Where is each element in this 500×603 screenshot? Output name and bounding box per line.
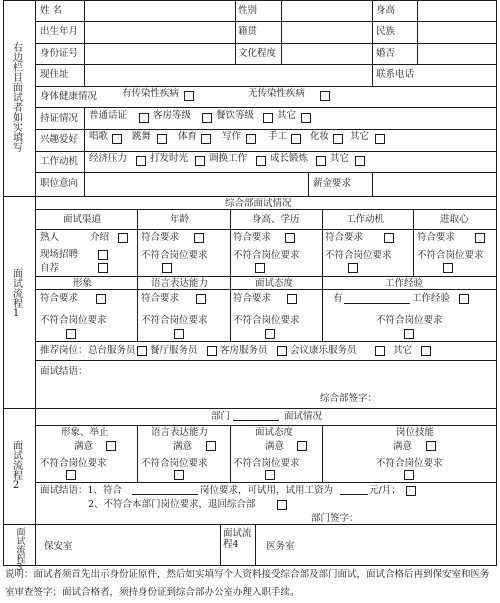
- age-meets-label: 符合要求: [141, 232, 180, 243]
- handcraft-checkbox[interactable]: [291, 134, 301, 144]
- phone-label: 联系电话: [376, 69, 415, 80]
- no-infectious-checkbox[interactable]: [320, 91, 330, 101]
- exp-not-meets-label: 不符合岗位要求: [376, 315, 443, 326]
- change-job-label: 调换工作: [209, 153, 248, 164]
- conference-checkbox[interactable]: [375, 346, 385, 356]
- height-not-meets-label: 不符合岗位要求: [233, 250, 300, 261]
- catering-level-label: 餐饮等级: [216, 110, 255, 121]
- ambition-meets-label: 符合要求: [417, 232, 456, 243]
- id-label: 身份证号: [40, 48, 79, 59]
- p2-image-not-meets-checkbox[interactable]: [66, 470, 76, 480]
- ambition-not-meets-checkbox[interactable]: [443, 263, 453, 273]
- education-label: 文化程度: [238, 48, 277, 59]
- p2-post-req-label: 岗位要求，可试用，试用工资为: [200, 485, 334, 496]
- room-service-checkbox[interactable]: [277, 346, 287, 356]
- certificates-label: 持证情况: [40, 113, 79, 124]
- divider: [230, 425, 231, 482]
- years-exp-input[interactable]: [344, 303, 410, 304]
- security-label: 保安室: [44, 541, 73, 552]
- divider: [35, 21, 497, 22]
- motive-not-meets-checkbox[interactable]: [348, 263, 358, 273]
- conference-label: 会议康乐服务员: [290, 345, 357, 356]
- skills-header: 岗位技能: [396, 427, 435, 438]
- divider: [84, 172, 85, 196]
- handcraft-label: 手工: [268, 131, 288, 142]
- divider: [417, 0, 418, 64]
- motive-not-meets-label: 不符合岗位要求: [325, 250, 392, 261]
- guest-level-checkbox[interactable]: [202, 113, 212, 123]
- divider: [3, 524, 497, 525]
- recommend-label: 推荐岗位：: [40, 345, 88, 356]
- image-not-meets-label: 不符合岗位要求: [40, 315, 107, 326]
- writing-label: 写作: [222, 131, 242, 142]
- marital-label: 婚否: [376, 48, 396, 59]
- process1-title: 综合部面试情况: [225, 198, 292, 209]
- infectious-checkbox[interactable]: [184, 91, 194, 101]
- p2-language-satisfied-label: 满意: [173, 441, 193, 452]
- divider: [35, 229, 497, 230]
- p2-skills-satisfied-label: 满意: [393, 441, 413, 452]
- image-meets-checkbox[interactable]: [96, 294, 106, 304]
- divider: [281, 0, 282, 64]
- has-label: 有: [333, 293, 343, 304]
- hobbies-other-checkbox[interactable]: [375, 134, 385, 144]
- no-infectious-label: 无传染性疾病: [248, 88, 306, 99]
- growth-checkbox[interactable]: [316, 156, 326, 166]
- birth-label: 出生年月: [40, 26, 79, 37]
- self-rec-label: 自荐: [40, 263, 60, 274]
- divider: [372, 172, 373, 196]
- divider: [35, 360, 497, 361]
- height-label: 身高: [376, 5, 396, 16]
- catering-level-checkbox[interactable]: [263, 113, 273, 123]
- divider: [35, 425, 497, 426]
- p2-skills-not-meets-checkbox[interactable]: [404, 470, 414, 480]
- divider: [35, 129, 497, 130]
- p2-image-not-meets-label: 不符合岗位要求: [40, 458, 107, 469]
- attitude-not-meets-checkbox[interactable]: [265, 329, 275, 339]
- restaurant-checkbox[interactable]: [207, 346, 217, 356]
- growth-label: 成长锻炼: [270, 153, 309, 164]
- p2-attitude-not-meets-label: 不符合岗位要求: [233, 458, 300, 469]
- p2-conclusion-label: 面试结语：1、符合: [40, 485, 123, 496]
- divider: [84, 0, 85, 86]
- p2-skills-satisfied-checkbox[interactable]: [426, 441, 436, 451]
- divider: [35, 43, 497, 44]
- sports-checkbox[interactable]: [201, 134, 211, 144]
- job-fair-checkbox[interactable]: [98, 250, 108, 260]
- image-header: 形象: [73, 278, 93, 289]
- divider: [35, 276, 497, 277]
- channel-header: 面试渠道: [63, 214, 102, 225]
- divider: [35, 196, 36, 408]
- p2-image-satisfied-label: 满意: [74, 441, 94, 452]
- divider: [35, 172, 497, 173]
- p2-not-meets-line: 2、不符合本部门岗位要求，退回综合部: [88, 499, 256, 510]
- p2-image-satisfied-checkbox[interactable]: [106, 441, 116, 451]
- image-not-meets-checkbox[interactable]: [66, 329, 76, 339]
- image-meets-label: 符合要求: [40, 293, 79, 304]
- motivation-other-checkbox[interactable]: [355, 156, 365, 166]
- process1-side-label: 面试流程1: [10, 268, 22, 319]
- ambition-header: 进取心: [440, 214, 469, 225]
- name-label: 姓 名: [40, 5, 63, 16]
- motivation-header: 工作动机: [346, 214, 385, 225]
- motive-meets-checkbox[interactable]: [384, 233, 394, 243]
- medical-label: 医务室: [266, 541, 295, 552]
- divider: [255, 524, 256, 566]
- p2-language-not-meets-label: 不符合岗位要求: [141, 458, 208, 469]
- divider: [35, 0, 36, 196]
- p2-dept-sign-label: 部门签字：: [311, 513, 359, 524]
- p2-language-not-meets-checkbox[interactable]: [174, 470, 184, 480]
- dance-checkbox[interactable]: [157, 134, 167, 144]
- age-meets-checkbox[interactable]: [194, 233, 204, 243]
- language-meets-checkbox[interactable]: [196, 294, 206, 304]
- pass-time-checkbox[interactable]: [195, 156, 205, 166]
- makeup-checkbox[interactable]: [333, 134, 343, 144]
- divider: [35, 86, 497, 87]
- native-label: 籍贯: [238, 26, 258, 37]
- p2-reject-checkbox[interactable]: [277, 500, 287, 510]
- introduce-checkbox[interactable]: [118, 233, 128, 243]
- attitude-meets-checkbox[interactable]: [287, 294, 297, 304]
- dance-label: 跳舞: [132, 131, 152, 142]
- acquaintance-label: 熟人: [40, 232, 60, 243]
- p1-signature-label: 综合部签字：: [320, 393, 378, 404]
- guest-level-label: 客房等级: [153, 110, 192, 121]
- divider: [235, 0, 236, 64]
- divider: [35, 524, 36, 566]
- writing-checkbox[interactable]: [246, 134, 256, 144]
- years-exp-label: 工作经验: [412, 293, 451, 304]
- divider: [137, 425, 138, 482]
- p2-language-satisfied-checkbox[interactable]: [206, 441, 216, 451]
- language-not-meets-checkbox[interactable]: [174, 329, 184, 339]
- divider: [35, 341, 497, 342]
- height-meets-label: 符合要求: [233, 232, 272, 243]
- height-meets-checkbox[interactable]: [285, 233, 295, 243]
- years-exp-checkbox[interactable]: [459, 294, 469, 304]
- divider: [137, 209, 138, 276]
- mandarin-label: 普通话证: [89, 110, 128, 121]
- process2-side-label: 面试流程2: [10, 440, 22, 491]
- hobbies-label: 兴趣爱好: [40, 134, 79, 145]
- room-service-label: 客房服务员: [220, 345, 268, 356]
- salary-label: 薪金要求: [313, 178, 352, 189]
- ambition-not-meets-label: 不符合岗位要求: [417, 250, 484, 261]
- p2-post-input[interactable]: [132, 494, 198, 495]
- general-service-checkbox[interactable]: [137, 346, 147, 356]
- rec-other-label: 其它: [393, 345, 413, 356]
- attitude-header: 面试态度: [255, 278, 294, 289]
- divider: [35, 64, 497, 65]
- process4-label: 面试流程4: [223, 528, 252, 550]
- divider: [322, 209, 323, 276]
- exp-not-meets-checkbox[interactable]: [404, 329, 414, 339]
- divider: [372, 0, 373, 86]
- job-fair-label: 现场招聘: [40, 249, 79, 260]
- height-edu-header: 身高、学历: [252, 214, 300, 225]
- divider: [137, 276, 138, 341]
- sports-label: 体育: [178, 131, 198, 142]
- hobbies-other-label: 其它: [350, 131, 370, 142]
- image-manner-header: 形象、举止: [61, 427, 109, 438]
- motivation-other-label: 其它: [330, 153, 350, 164]
- divider: [35, 482, 497, 483]
- age-header: 年龄: [170, 214, 190, 225]
- divider: [230, 209, 231, 276]
- attitude-meets-label: 符合要求: [233, 293, 272, 304]
- divider: [35, 151, 497, 152]
- ethnic-label: 民族: [376, 26, 396, 37]
- pass-time-label: 打发时光: [150, 153, 189, 164]
- footer-note: 说明：面试者须首先出示身份证原件，然后如实填写个人资料接受综合部及部门面试，面试合格后再到保安室和医务室审查签字；面试合格者，须持身份证到综合部办公室办理入职手续。: [5, 569, 490, 598]
- divider: [322, 276, 323, 341]
- sing-label: 唱歌: [89, 131, 109, 142]
- divider: [35, 289, 497, 290]
- p2-attitude-not-meets-checkbox[interactable]: [265, 470, 275, 480]
- infectious-label: 有传染性疾病: [122, 88, 180, 99]
- health-label: 身体健康情况: [40, 91, 98, 102]
- ambition-meets-checkbox[interactable]: [475, 233, 485, 243]
- interview-status-label: 面试情况: [284, 411, 323, 422]
- height-not-meets-checkbox[interactable]: [255, 263, 265, 273]
- p1-conclusion-label: 面试结语：: [40, 366, 88, 377]
- motivation-label: 工作动机: [40, 156, 79, 167]
- p2-per-month-label: 元/月；: [369, 485, 401, 496]
- language-not-meets-label: 不符合岗位要求: [141, 315, 208, 326]
- certificates-other-checkbox[interactable]: [301, 113, 311, 123]
- p2-attitude-satisfied-label: 满意: [265, 441, 285, 452]
- makeup-label: 化妆: [310, 131, 330, 142]
- process3-side-label: 面试流程3: [14, 527, 25, 573]
- language-header: 语言表达能力: [151, 278, 209, 289]
- economic-checkbox[interactable]: [136, 156, 146, 166]
- divider: [230, 276, 231, 341]
- restaurant-label: 餐厅服务员: [150, 345, 198, 356]
- divider: [220, 524, 221, 566]
- general-service-label: 总台服务员: [88, 345, 136, 356]
- divider: [322, 425, 323, 482]
- rec-other-checkbox[interactable]: [421, 346, 431, 356]
- department-input[interactable]: [233, 420, 279, 421]
- p2-salary-input[interactable]: [340, 494, 368, 495]
- sing-checkbox[interactable]: [112, 134, 122, 144]
- p2-attitude-satisfied-checkbox[interactable]: [297, 441, 307, 451]
- p2-accept-checkbox[interactable]: [406, 486, 416, 496]
- gender-label: 性别: [238, 5, 258, 16]
- address-label: 现住址: [40, 69, 69, 80]
- language-meets-label: 符合要求: [141, 293, 180, 304]
- divider: [35, 107, 497, 108]
- attitude-not-meets-label: 不符合岗位要求: [233, 315, 300, 326]
- introduce-label: 介绍: [90, 232, 110, 243]
- department-label: 部门: [211, 411, 231, 422]
- divider: [3, 196, 497, 197]
- certificates-other-label: 其它: [277, 110, 297, 121]
- divider: [308, 172, 309, 196]
- mandarin-checkbox[interactable]: [139, 113, 149, 123]
- intention-label: 职位意向: [40, 178, 79, 189]
- economic-label: 经济压力: [89, 153, 128, 164]
- experience-header: 工作经验: [385, 278, 424, 289]
- motive-meets-label: 符合要求: [325, 232, 364, 243]
- age-not-meets-label: 不符合岗位要求: [141, 250, 208, 261]
- p2-attitude-header: 面试态度: [255, 427, 294, 438]
- change-job-checkbox[interactable]: [256, 156, 266, 166]
- self-rec-checkbox[interactable]: [98, 263, 108, 273]
- divider: [413, 209, 414, 276]
- p2-skills-not-meets-label: 不符合岗位要求: [376, 458, 443, 469]
- p2-language-header: 语言表达能力: [151, 427, 209, 438]
- age-not-meets-checkbox[interactable]: [162, 263, 172, 273]
- basic-side-label: 右边栏目面试者如实填写: [10, 42, 22, 152]
- divider: [3, 408, 497, 409]
- divider: [35, 209, 497, 210]
